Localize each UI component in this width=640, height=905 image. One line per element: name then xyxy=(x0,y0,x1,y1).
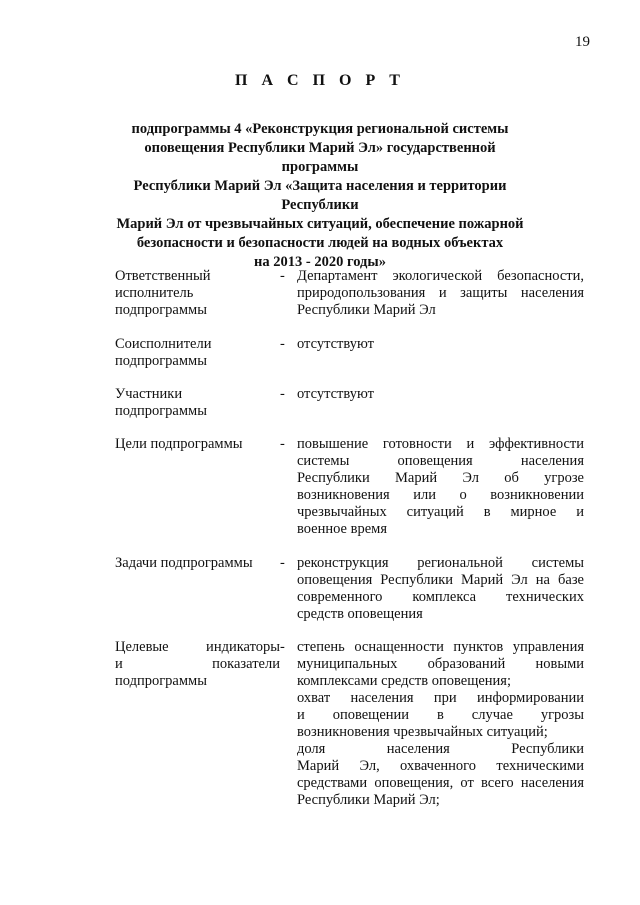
value-line: Республики Марий Эл об угрозе xyxy=(297,470,584,486)
document-subtitle xyxy=(110,120,530,272)
subtitle-line: Марий Эл от чрезвычайных ситуаций, обеспечение пожарной xyxy=(116,216,524,232)
label-line: Цели подпрограммы xyxy=(115,436,243,452)
label-line: подпрограммы xyxy=(115,302,207,318)
label-line: Соисполнители xyxy=(115,336,212,352)
label-line: Задачи подпрограммы xyxy=(115,555,253,571)
value-line: Республики Марий Эл xyxy=(297,302,436,318)
row-value xyxy=(297,336,584,370)
value-line: доля населения Республики xyxy=(297,741,584,757)
value-line: Департамент экологической безопасности, xyxy=(297,268,584,284)
value-line: военное время xyxy=(297,521,387,537)
value-line: отсутствуют xyxy=(297,386,374,402)
row-dash: - xyxy=(280,268,285,284)
label-line: Целевые индикаторы xyxy=(115,639,280,655)
value-line: степень оснащенности пунктов управления xyxy=(297,639,584,655)
value-line: и оповещении в случае угрозы xyxy=(297,707,584,723)
value-line: современного комплекса технических xyxy=(297,589,584,605)
passport-row-participants xyxy=(115,386,585,420)
value-line: природопользования и защиты населения xyxy=(297,285,584,301)
row-dash: - xyxy=(280,555,285,571)
label-line: подпрограммы xyxy=(115,673,207,689)
passport-row-responsible xyxy=(115,268,585,319)
label-line: исполнитель xyxy=(115,285,194,301)
row-label xyxy=(115,386,280,420)
row-dash: - xyxy=(280,336,285,352)
value-line: оповещения Республики Марий Эл на базе xyxy=(297,572,584,588)
row-value xyxy=(297,386,584,420)
subtitle-line: Республики Марий Эл «Защита населения и территории Республики xyxy=(133,178,507,213)
passport-row-indicators xyxy=(115,639,585,809)
value-line: возникновения чрезвычайных ситуаций; xyxy=(297,724,548,740)
label-line: подпрограммы xyxy=(115,353,207,369)
label-line: подпрограммы xyxy=(115,403,207,419)
value-line: средствами оповещения, от всего населения xyxy=(297,775,584,791)
row-dash: - xyxy=(280,436,285,452)
passport-table xyxy=(115,268,585,809)
subtitle-line: оповещения Республики Марий Эл» государственной программы xyxy=(144,140,496,175)
row-label xyxy=(115,555,280,623)
subtitle-line: безопасности и безопасности людей на водных объектах xyxy=(136,235,504,251)
subtitle-line: на 2013 - 2020 годы» xyxy=(254,254,386,270)
row-value xyxy=(297,555,584,623)
value-line: охват населения при информировании xyxy=(297,690,584,706)
value-line: возникновения или о возникновении xyxy=(297,487,584,503)
value-line: реконструкция региональной системы xyxy=(297,555,584,571)
value-line: чрезвычайных ситуаций в мирное и xyxy=(297,504,584,520)
row-value xyxy=(297,639,584,809)
value-line: комплексами средств оповещения; xyxy=(297,673,512,689)
row-label xyxy=(115,336,280,370)
passport-row-goals xyxy=(115,436,585,538)
value-line: отсутствуют xyxy=(297,336,374,352)
value-line: повышение готовности и эффективности xyxy=(297,436,584,452)
value-line: Республики Марий Эл; xyxy=(297,792,440,808)
row-dash: - xyxy=(280,639,285,655)
page-number: 19 xyxy=(575,34,590,50)
value-line: системы оповещения населения xyxy=(297,453,584,469)
value-line: средств оповещения xyxy=(297,606,423,622)
label-line: Ответственный xyxy=(115,268,211,284)
row-label xyxy=(115,268,280,319)
label-line: Участники xyxy=(115,386,183,402)
row-value xyxy=(297,268,584,319)
value-line: Марий Эл, охваченного техническими xyxy=(297,758,584,774)
passport-row-tasks xyxy=(115,555,585,623)
row-label xyxy=(115,436,280,538)
passport-row-coexecutors xyxy=(115,336,585,370)
label-line: и показатели xyxy=(115,656,280,672)
row-dash: - xyxy=(280,386,285,402)
document-title: П А С П О Р Т xyxy=(235,72,405,89)
row-label xyxy=(115,639,280,809)
subtitle-line: подпрограммы 4 «Реконструкция региональной системы xyxy=(131,121,509,137)
value-line: муниципальных образований новыми xyxy=(297,656,584,672)
row-value xyxy=(297,436,584,538)
